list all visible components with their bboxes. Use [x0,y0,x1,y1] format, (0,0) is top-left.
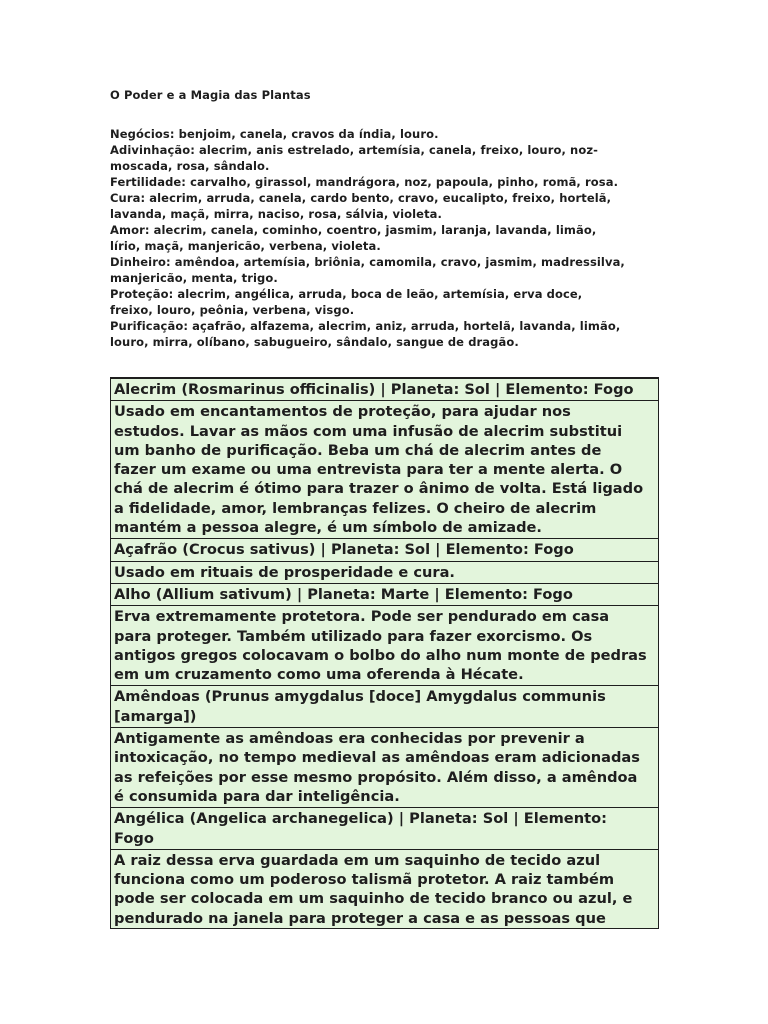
herb-description-line: pode ser colocada em um saquinho de tecido branco ou azul, e [114,890,633,908]
herb-description-line: um banho de purificação. Beba um chá de alecrim antes de [114,441,602,459]
herb-description-line: intoxicação, no tempo medieval as amêndoas eram adicionadas [114,749,640,767]
herb-description-line: mantém a pessoa alegre, é um símbolo de amizade. [114,519,542,537]
herb-description-line: Erva extremamente protetora. Pode ser pendurado em casa [114,608,610,626]
herb-header-line: Alecrim (Rosmarinus officinalis) | Planeta: Sol | Elemento: Fogo [114,381,634,398]
intro-line: lavanda, maçã, mirra, naciso, rosa, sálvia, violeta. [110,207,443,221]
herb-table [110,377,659,929]
herb-description-line: A raiz dessa erva guardada em um saquinho de tecido azul [114,851,601,869]
herb-description-line: em um cruzamento como uma oferenda à Hécate. [114,666,524,684]
herb-description-cell [111,849,659,929]
herb-description-line: chá de alecrim é ótimo para trazer o ânimo de volta. Está ligado [114,480,644,498]
herb-description-row [111,728,659,808]
herb-description-line: Antigamente as amêndoas era conhecidas por prevenir a [114,730,585,748]
intro-line: Fertilidade: carvalho, girassol, mandrágora, noz, papoula, pinho, romã, rosa. [110,175,619,189]
herb-header-row [111,686,659,728]
herb-description-row [111,561,659,583]
herb-header-line: Alho (Allium sativum) | Planeta: Marte | Elemento: Fogo [114,585,573,603]
intro-line: Negócios: benjoim, canela, cravos da índia, louro. [110,127,439,141]
herb-header-cell [111,686,659,728]
herb-header-row [111,808,659,850]
herb-description-cell [111,728,659,808]
herb-description-line: Usado em encantamentos de proteção, para ajudar nos [114,403,571,421]
herb-header-line: [amarga]) [114,707,197,725]
herb-header-cell [111,379,659,401]
intro-list [110,126,660,350]
herb-header-line: Angélica (Angelica archanegelica) | Planeta: Sol | Elemento: [114,810,607,828]
intro-line: Cura: alecrim, arruda, canela, cardo bento, cravo, eucalipto, freixo, hortelã, [110,191,612,205]
herb-header-cell [111,808,659,850]
herb-description-cell [111,561,659,583]
herb-description-line: é consumida para dar inteligência. [114,787,400,805]
intro-line: Adivinhação: alecrim, anis estrelado, artemísia, canela, freixo, louro, noz- [110,143,599,157]
herb-description-row [111,401,659,539]
herb-description-row [111,606,659,686]
herb-description-line: funciona como um poderoso talismã protetor. A raiz também [114,871,615,889]
herb-header-row [111,539,659,561]
intro-line: freixo, louro, peônia, verbena, visgo. [110,303,355,317]
herb-header-row [111,583,659,605]
herb-description-cell [111,606,659,686]
herb-description-line: estudos. Lavar as mãos com uma infusão de alecrim substitui [114,422,623,440]
intro-line: lírio, maçã, manjericão, verbena, violeta. [110,239,381,253]
intro-line: Amor: alecrim, canela, cominho, coentro, jasmim, laranja, lavanda, limão, [110,223,597,237]
herb-header-cell [111,583,659,605]
herb-description-line: pendurado na janela para proteger a casa e as pessoas que [114,909,606,927]
intro-line: Proteção: alecrim, angélica, arruda, boca de leão, artemísia, erva doce, [110,287,583,301]
intro-line: Dinheiro: amêndoa, artemísia, briônia, camomila, cravo, jasmim, madressilva, [110,255,625,269]
herb-description-line: as refeições por esse mesmo propósito. Além disso, a amêndoa [114,768,638,786]
herb-header-line: Fogo [114,829,154,847]
herb-description-line: a fidelidade, amor, lembranças felizes. O cheiro de alecrim [114,499,597,517]
herb-header-cell [111,539,659,561]
intro-line: manjericão, menta, trigo. [110,271,278,285]
herb-description-row [111,849,659,929]
herb-description-cell [111,401,659,539]
herb-description-line: Usado em rituais de prosperidade e cura. [114,563,455,581]
herb-header-row [111,379,659,401]
herb-description-line: antigos gregos colocavam o bolbo do alho num monte de pedras [114,646,647,664]
intro-line: louro, mirra, olíbano, sabugueiro, sândalo, sangue de dragão. [110,335,519,349]
herb-description-line: para proteger. Também utilizado para fazer exorcismo. Os [114,627,593,645]
intro-line: Purificação: açafrão, alfazema, alecrim, aniz, arruda, hortelã, lavanda, limão, [110,319,621,333]
herb-description-line: fazer um exame ou uma entrevista para ter a mente alerta. O [114,461,623,479]
herb-header-line: Açafrão (Crocus sativus) | Planeta: Sol | Elemento: Fogo [114,541,574,559]
intro-line: moscada, rosa, sândalo. [110,159,270,173]
document-title: O Poder e a Magia das Plantas [110,88,311,102]
herb-header-line: Amêndoas (Prunus amygdalus [doce] Amygdalus communis [114,688,606,706]
